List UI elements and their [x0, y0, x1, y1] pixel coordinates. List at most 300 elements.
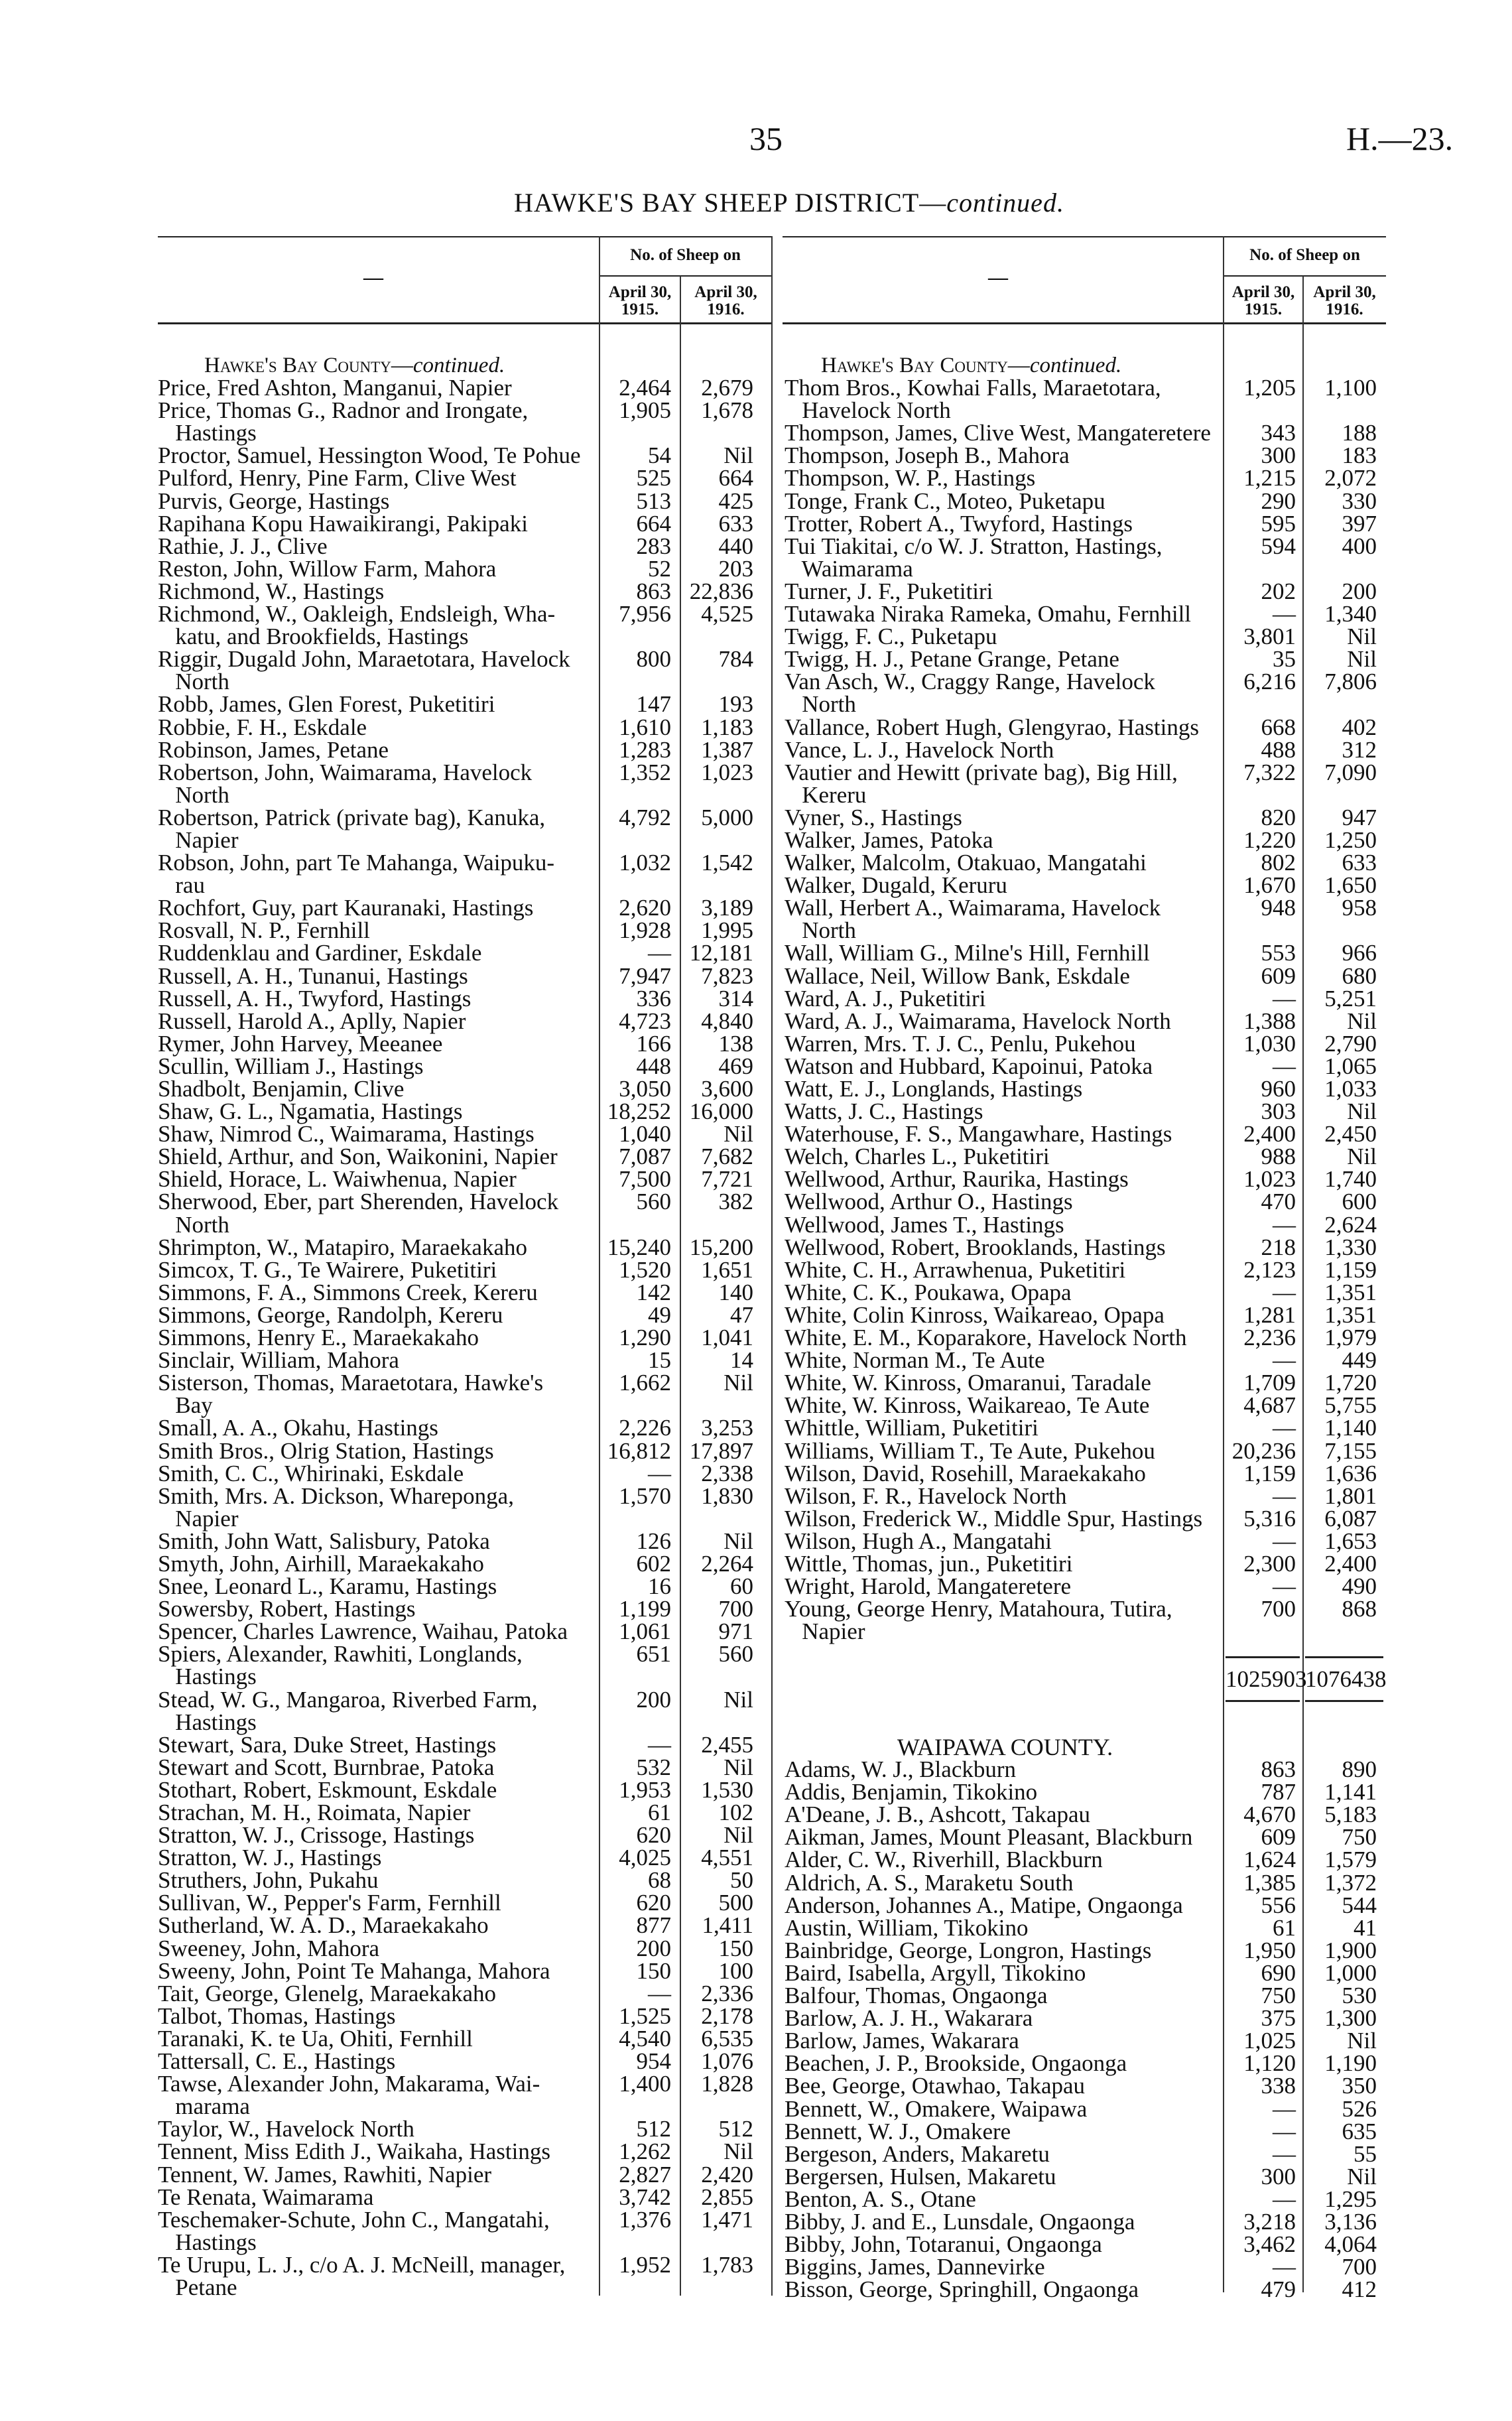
- sheep-1916: 1,159: [1324, 1256, 1377, 1283]
- sheep-1915: 651: [636, 1641, 671, 1668]
- sheep-1915: 1,032: [619, 850, 671, 876]
- sheep-1915: 602: [636, 1550, 671, 1577]
- sheep-1915: 16: [648, 1573, 671, 1600]
- table-row: [158, 1460, 763, 1486]
- table-row: [785, 444, 1386, 467]
- sheep-1916: Nil: [724, 1754, 753, 1780]
- sheep-1915: 700: [1261, 1596, 1296, 1622]
- sheep-1916: Nil: [724, 1686, 753, 1713]
- sheep-1916: 958: [1342, 895, 1377, 921]
- sheep-1916: 3,136: [1324, 2208, 1377, 2235]
- table-row: [785, 1301, 1386, 1328]
- sheep-1916: 2,624: [1324, 1211, 1377, 1238]
- sheep-1916: 1,471: [701, 2206, 753, 2233]
- total-rule-top-1: [1226, 1656, 1300, 1658]
- sheep-1916: 560: [718, 1641, 753, 1668]
- table-row: [158, 1168, 763, 1191]
- sheep-1916: 3,189: [701, 895, 753, 921]
- table-row: [158, 1372, 763, 1417]
- table-row: [785, 2233, 1386, 2256]
- sheep-1915: 609: [1261, 1824, 1296, 1851]
- sheep-1915: 7,087: [619, 1144, 671, 1170]
- sheep-1916: 1,140: [1324, 1415, 1377, 1441]
- sheep-1915: 1,030: [1243, 1030, 1296, 1057]
- sheep-1916: 5,000: [701, 804, 753, 830]
- sheep-1916: 3,253: [701, 1415, 753, 1441]
- owner-name-address: Williams, William T., Te Aute, Pukehou: [785, 1437, 1155, 1464]
- owner-name-address: Stewart and Scott, Burnbrae, Patoka: [158, 1754, 495, 1780]
- sheep-1915: 343: [1261, 420, 1296, 446]
- owner-name-address: Tawse, Alexander John, Makarama, Wai- marama: [158, 2071, 540, 2120]
- owner-name-address: Tattersall, C. E., Hastings: [158, 2048, 396, 2075]
- owner-name-address: Stratton, W. J., Crissoge, Hastings: [158, 1822, 475, 1849]
- owner-name-address: Sweeny, John, Point Te Mahanga, Mahora: [158, 1957, 550, 1984]
- sheep-1916: 971: [718, 1618, 753, 1645]
- page-title: [0, 187, 1512, 218]
- sheep-1916: 4,064: [1324, 2231, 1377, 2258]
- sheep-1916: 1,023: [701, 759, 753, 785]
- sheep-1915: 532: [636, 1754, 671, 1780]
- sheep-1916: 700: [1342, 2254, 1377, 2280]
- table-row: [158, 1801, 763, 1824]
- owner-name-address: Taylor, W., Havelock North: [158, 2116, 414, 2142]
- table-row: [158, 510, 763, 537]
- owner-name-address: Proctor, Samuel, Hessington Wood, Te Pohue: [158, 442, 581, 469]
- sheep-1915: 448: [636, 1053, 671, 1079]
- sheep-1916: 1,650: [1324, 872, 1377, 899]
- table-row: [158, 2073, 763, 2118]
- sheep-1916: 6,087: [1324, 1505, 1377, 1532]
- table-row: [785, 1894, 1386, 1917]
- total-rule-bottom-1: [1226, 1700, 1300, 1702]
- sheep-1916: 1,065: [1324, 1053, 1377, 1079]
- sheep-1915: 61: [648, 1799, 671, 1825]
- sheep-1915: 4,540: [619, 2025, 671, 2052]
- table-row: [158, 1417, 763, 1439]
- sheep-1915: 3,462: [1243, 2231, 1296, 2258]
- owner-name-address: Smith Bros., Olrig Station, Hastings: [158, 1437, 494, 1464]
- sheep-1915: 200: [636, 1935, 671, 1961]
- sheep-1916: 1,000: [1324, 1959, 1377, 1986]
- table-row: [158, 716, 763, 739]
- section-heading: [785, 354, 1386, 377]
- sheep-1916: 1,330: [1324, 1234, 1377, 1260]
- table-row: [785, 1191, 1386, 1213]
- owner-name-address: Benton, A. S., Otane: [785, 2186, 976, 2212]
- sheep-1915: 2,123: [1243, 1256, 1296, 1283]
- sheep-1915: 16,812: [607, 1437, 671, 1464]
- sheep-1916: Nil: [1347, 646, 1377, 673]
- owner-name-address: Shield, Arthur, and Son, Waikonini, Napier: [158, 1144, 558, 1170]
- table-row: [785, 962, 1386, 989]
- sheep-1915: 336: [636, 985, 671, 1012]
- owner-name-address: Shaw, Nimrod C., Waimarama, Hastings: [158, 1121, 535, 1147]
- table-row: [158, 1643, 763, 1688]
- table-row: [158, 1349, 763, 1372]
- sheep-1916: 1,542: [701, 850, 753, 876]
- left-header-sub-rule: [599, 275, 771, 277]
- sheep-1915: 3,050: [619, 1076, 671, 1102]
- owner-name-address: Teschemaker-Schute, John C., Mangatahi, Hastings: [158, 2206, 550, 2255]
- owner-name-address: Welch, Charles L., Puketitiri: [785, 1144, 1050, 1170]
- sheep-1916: Nil: [1347, 1008, 1377, 1034]
- table-row: [158, 1776, 763, 1803]
- sheep-1915: 1,025: [1243, 2028, 1296, 2054]
- sheep-1915: 61: [1273, 1914, 1296, 1941]
- table-row: [785, 1505, 1386, 1532]
- total-1916: 1076438: [1305, 1666, 1387, 1692]
- sheep-1915: 1,520: [619, 1256, 671, 1283]
- sheep-1916: 188: [1342, 420, 1377, 446]
- table-row: [158, 761, 763, 807]
- owner-name-address: Richmond, W., Hastings: [158, 578, 385, 604]
- owner-name-address: Wall, William G., Milne's Hill, Fernhill: [785, 940, 1150, 966]
- sheep-1915: 4,025: [619, 1845, 671, 1871]
- sheep-1915: —: [1273, 1279, 1296, 1305]
- sheep-1915: 512: [636, 2116, 671, 2142]
- sheep-1916: 4,551: [701, 1845, 753, 1871]
- sheep-1916: 449: [1342, 1347, 1377, 1374]
- owner-name-address: Sutherland, W. A. D., Maraekakaho: [158, 1912, 489, 1939]
- table-row: [785, 2256, 1386, 2278]
- sheep-1915: 750: [1261, 1983, 1296, 2009]
- owner-name-address: Wilson, Hugh A., Mangatahi: [785, 1528, 1052, 1554]
- owner-name-address: Biggins, James, Dannevirke: [785, 2254, 1045, 2280]
- sheep-1915: 1,199: [619, 1596, 671, 1622]
- owner-name-address: Tonge, Frank C., Moteo, Puketapu: [785, 488, 1105, 514]
- owner-name-address: Watt, E. J., Longlands, Hastings: [785, 1076, 1083, 1102]
- sheep-1915: 68: [648, 1867, 671, 1894]
- left-table-body: [158, 354, 763, 2299]
- owner-name-address: Sullivan, W., Pepper's Farm, Fernhill: [158, 1890, 501, 1916]
- table-row: [785, 580, 1386, 603]
- sheep-1916: 7,682: [701, 1144, 753, 1170]
- table-row: [158, 1078, 763, 1100]
- table-row: [785, 985, 1386, 1012]
- owner-name-address: Bennett, W. J., Omakere: [785, 2118, 1011, 2144]
- owner-name-address: Rymer, John Harvey, Meeanee: [158, 1030, 443, 1057]
- sheep-1915: 1,215: [1243, 465, 1296, 491]
- sheep-1916: Nil: [1347, 1144, 1377, 1170]
- sheep-1915: —: [1273, 2095, 1296, 2122]
- table-row: [785, 1826, 1386, 1849]
- table-row: [785, 1939, 1386, 1962]
- owner-name-address: Tui Tiakitai, c/o W. J. Stratton, Hastings, Waimarama: [785, 533, 1163, 582]
- table-row: [785, 716, 1386, 739]
- sheep-1916: Nil: [1347, 623, 1377, 650]
- owner-name-address: Bee, George, Otawhao, Takapau: [785, 2073, 1086, 2099]
- table-row: [785, 1482, 1386, 1509]
- table-row: [785, 874, 1386, 897]
- sheep-1915: 1,400: [619, 2071, 671, 2097]
- owner-name-address: Riggir, Dugald John, Maraetotara, Havelock North: [158, 646, 570, 695]
- sheep-1916: 1,900: [1324, 1937, 1377, 1963]
- table-row: [158, 603, 763, 648]
- sheep-1916: 12,181: [689, 940, 753, 966]
- owner-name-address: Wellwood, Arthur, Raurika, Hastings: [785, 1166, 1129, 1193]
- sheep-1916: Nil: [724, 2138, 753, 2165]
- sheep-1916: 2,679: [701, 375, 753, 401]
- sheep-1915: 2,300: [1243, 1550, 1296, 1577]
- sheep-1915: —: [1273, 2140, 1296, 2167]
- table-row: [785, 1211, 1386, 1238]
- sheep-1915: 2,464: [619, 375, 671, 401]
- owner-name-address: Trotter, Robert A., Twyford, Hastings: [785, 510, 1133, 537]
- owner-name-address: Bennett, W., Omakere, Waipawa: [785, 2095, 1088, 2122]
- table-row: [785, 535, 1386, 580]
- sheep-1916: 312: [1342, 736, 1377, 763]
- sheep-1915: 2,400: [1243, 1121, 1296, 1147]
- table-row: [785, 1849, 1386, 1871]
- table-row: [158, 399, 763, 444]
- sheep-1915: 2,226: [619, 1415, 671, 1441]
- table-row: [785, 1010, 1386, 1033]
- table-row: [785, 1394, 1386, 1417]
- sheep-1915: 1,670: [1243, 872, 1296, 899]
- sheep-1916: 6,535: [701, 2025, 753, 2052]
- owner-name-address: Richmond, W., Oakleigh, Endsleigh, Wha- katu, and Brookfields, Hastings: [158, 601, 556, 650]
- table-row: [158, 1914, 763, 1937]
- sheep-1916: 17,897: [689, 1437, 753, 1464]
- table-row: [785, 1437, 1386, 1464]
- table-row: [158, 467, 763, 490]
- table-row: [158, 1550, 763, 1577]
- sheep-1916: 500: [718, 1890, 753, 1916]
- sheep-1915: 877: [636, 1912, 671, 1939]
- sheep-1915: —: [1273, 601, 1296, 627]
- owner-name-address: Whittle, William, Puketitiri: [785, 1415, 1039, 1441]
- sheep-1915: 1,952: [619, 2251, 671, 2278]
- owner-name-address: Tait, George, Glenelg, Maraekakaho: [158, 1980, 497, 2006]
- right-name-col-header: —: [988, 267, 1008, 289]
- table-row: [158, 962, 763, 989]
- sheep-1916: 4,840: [701, 1008, 753, 1034]
- section-heading-continued: continued.: [1029, 354, 1122, 377]
- sheep-1915: 1,385: [1243, 1869, 1296, 1896]
- table-row: [158, 1869, 763, 1892]
- table-row: [158, 2161, 763, 2188]
- sheep-1915: 1,290: [619, 1325, 671, 1351]
- table-row: [158, 1980, 763, 2006]
- sheep-1916: 1,183: [701, 714, 753, 740]
- sheep-1915: 1,281: [1243, 1301, 1296, 1328]
- sheep-1915: 18,252: [607, 1098, 671, 1125]
- sheep-1916: 7,155: [1324, 1437, 1377, 1464]
- table-row: [158, 1301, 763, 1328]
- sheep-1916: 2,072: [1324, 465, 1377, 491]
- sheep-1915: 7,500: [619, 1166, 671, 1193]
- sheep-1915: —: [1273, 1482, 1296, 1509]
- sheep-1915: 1,388: [1243, 1008, 1296, 1034]
- owner-name-address: Thompson, Joseph B., Mahora: [785, 442, 1070, 469]
- table-row: [158, 1847, 763, 1869]
- sheep-1915: 147: [636, 691, 671, 718]
- sheep-1915: 5,316: [1243, 1505, 1296, 1532]
- owner-name-address: Simmons, F. A., Simmons Creek, Kereru: [158, 1279, 538, 1305]
- table-row: [785, 1145, 1386, 1168]
- owner-name-address: Beachen, J. P., Brookside, Ongaonga: [785, 2050, 1127, 2077]
- table-row: [158, 736, 763, 763]
- sheep-1915: —: [1273, 1415, 1296, 1441]
- sheep-1915: —: [1273, 1053, 1296, 1079]
- table-row: [785, 1460, 1386, 1486]
- owner-name-address: Shaw, G. L., Ngamatia, Hastings: [158, 1098, 463, 1125]
- owner-name-address: Wallace, Neil, Willow Bank, Eskdale: [785, 962, 1130, 989]
- sheep-1916: 1,387: [701, 736, 753, 763]
- sheep-1915: 202: [1261, 578, 1296, 604]
- sheep-1916: 5,183: [1324, 1801, 1377, 1828]
- sheep-1916: 203: [718, 555, 753, 582]
- table-row: [785, 1758, 1386, 1781]
- sheep-1915: 960: [1261, 1076, 1296, 1102]
- table-row: [785, 2278, 1386, 2301]
- owner-name-address: Anderson, Johannes A., Matipe, Ongaonga: [785, 1892, 1183, 1918]
- sheep-1916: 526: [1342, 2095, 1377, 2122]
- left-name-col-header: —: [363, 267, 383, 289]
- sheep-1916: 1,411: [702, 1912, 753, 1939]
- sheep-1916: Nil: [724, 1528, 753, 1554]
- sheep-1916: 966: [1342, 940, 1377, 966]
- owner-name-address: Bibby, J. and E., Lunsdale, Ongaonga: [785, 2208, 1135, 2235]
- owner-name-address: Thompson, W. P., Hastings: [785, 465, 1036, 491]
- table-row: [158, 1892, 763, 1914]
- owner-name-address: Wellwood, James T., Hastings: [785, 1211, 1064, 1238]
- table-row: [158, 1100, 763, 1123]
- owner-name-address: Ward, A. J., Waimarama, Havelock North: [785, 1008, 1171, 1034]
- sheep-1916: 544: [1342, 1892, 1377, 1918]
- owner-name-address: Vautier and Hewitt (private bag), Big Hill, Kereru: [785, 759, 1178, 808]
- sheep-1916: 1,653: [1324, 1528, 1377, 1554]
- owner-name-address: Russell, Harold A., Aplly, Napier: [158, 1008, 466, 1034]
- sheep-1915: 553: [1261, 940, 1296, 966]
- section-heading-continued: continued.: [412, 354, 505, 377]
- sheep-1915: 2,620: [619, 895, 671, 921]
- sheep-1915: 1,905: [619, 397, 671, 424]
- document-reference: H.—23.: [1346, 120, 1454, 157]
- owner-name-address: Bergersen, Hulsen, Makaretu: [785, 2163, 1056, 2190]
- right-header-top-rule: [783, 236, 1386, 237]
- owner-name-address: Wilson, F. R., Havelock North: [785, 1482, 1067, 1509]
- owner-name-address: Spencer, Charles Lawrence, Waihau, Patoka: [158, 1618, 568, 1645]
- sheep-1916: 400: [1342, 533, 1377, 559]
- owner-name-address: White, Norman M., Te Aute: [785, 1347, 1045, 1374]
- sheep-1915: —: [1273, 1211, 1296, 1238]
- table-row: [158, 490, 763, 513]
- sheep-1916: 512: [718, 2116, 753, 2142]
- sheep-1915: 1,950: [1243, 1937, 1296, 1963]
- sheep-1916: 1,295: [1324, 2186, 1377, 2212]
- table-row: [785, 761, 1386, 807]
- table-row: [785, 897, 1386, 942]
- table-row: [785, 942, 1386, 964]
- right-col-1916-header: April 30, 1916.: [1313, 283, 1376, 318]
- right-rows: [785, 377, 1386, 1643]
- table-row: [785, 1803, 1386, 1826]
- sheep-1916: 1,678: [701, 397, 753, 424]
- sheep-1916: 947: [1342, 804, 1377, 830]
- sheep-1916: 633: [1342, 850, 1377, 876]
- table-row: [158, 852, 763, 897]
- sheep-1915: 594: [1261, 533, 1296, 559]
- owner-name-address: Small, A. A., Okahu, Hastings: [158, 1415, 438, 1441]
- sheep-1916: 2,336: [701, 1980, 753, 2006]
- sheep-1916: 635: [1342, 2118, 1377, 2144]
- owner-name-address: Warren, Mrs. T. J. C., Penlu, Pukehou: [785, 1030, 1136, 1057]
- sheep-1915: 4,792: [619, 804, 671, 830]
- table-row: [158, 897, 763, 919]
- sheep-1915: —: [1273, 2186, 1296, 2212]
- sheep-1916: 425: [718, 488, 753, 514]
- owner-name-address: Te Urupu, L. J., c/o A. J. McNeill, manager, Petane: [158, 2251, 566, 2300]
- sheep-1915: 303: [1261, 1098, 1296, 1125]
- sheep-1915: —: [1273, 2118, 1296, 2144]
- owner-name-address: Wall, Herbert A., Waimarama, Havelock North: [785, 895, 1161, 944]
- table-row: [158, 580, 763, 603]
- sheep-1916: 397: [1342, 510, 1377, 537]
- table-row: [785, 1575, 1386, 1598]
- owner-name-address: Robertson, Patrick (private bag), Kanuka, Napier: [158, 804, 546, 853]
- waipawa-section: [785, 1736, 1386, 2301]
- owner-name-address: Sisterson, Thomas, Maraetotara, Hawke's Bay: [158, 1370, 544, 1419]
- owner-name-address: Twigg, F. C., Puketapu: [785, 623, 997, 650]
- sheep-1915: 1,352: [619, 759, 671, 785]
- sheep-1915: 1,159: [1243, 1460, 1296, 1486]
- sheep-1916: 2,790: [1324, 1030, 1377, 1057]
- sheep-1916: 412: [1342, 2276, 1377, 2303]
- owner-name-address: Rapihana Kopu Hawaikirangi, Pakipaki: [158, 510, 528, 537]
- table-row: [785, 1959, 1386, 1986]
- sheep-1916: 138: [718, 1030, 753, 1057]
- sheep-1915: 7,956: [619, 601, 671, 627]
- table-row: [785, 1123, 1386, 1145]
- owner-name-address: Snee, Leonard L., Karamu, Hastings: [158, 1573, 497, 1600]
- owner-name-address: Baird, Isabella, Argyll, Tikokino: [785, 1959, 1086, 1986]
- table-row: [785, 1168, 1386, 1191]
- table-row: [158, 1756, 763, 1779]
- sheep-1915: 54: [648, 442, 671, 469]
- sheep-1915: 1,709: [1243, 1370, 1296, 1396]
- sheep-1915: 3,742: [619, 2184, 671, 2210]
- table-row: [158, 1123, 763, 1145]
- sheep-1916: 1,033: [1324, 1076, 1377, 1102]
- sheep-1916: Nil: [1347, 1098, 1377, 1125]
- table-row: [158, 535, 763, 558]
- sheep-1916: 402: [1342, 714, 1377, 740]
- sheep-1915: 802: [1261, 850, 1296, 876]
- table-row: [158, 2118, 763, 2140]
- owner-name-address: Taranaki, K. te Ua, Ohiti, Fernhill: [158, 2025, 473, 2052]
- owner-name-address: Young, George Henry, Matahoura, Tutira, Napier: [785, 1596, 1172, 1645]
- sheep-1916: 55: [1354, 2140, 1377, 2167]
- sheep-1916: 47: [730, 1301, 753, 1328]
- owner-name-address: White, C. K., Poukawa, Opapa: [785, 1279, 1072, 1305]
- sheep-1915: —: [1273, 985, 1296, 1012]
- table-row: [158, 1191, 763, 1236]
- owner-name-address: White, Colin Kinross, Waikareao, Opapa: [785, 1301, 1165, 1328]
- owner-name-address: Spiers, Alexander, Rawhiti, Longlands, Hastings: [158, 1641, 523, 1690]
- table-row: [785, 1055, 1386, 1078]
- sheep-1916: 1,372: [1324, 1869, 1377, 1896]
- table-row: [785, 671, 1386, 716]
- table-row: [785, 1550, 1386, 1577]
- owner-name-address: Bibby, John, Totaranui, Ongaonga: [785, 2231, 1102, 2258]
- table-row: [158, 377, 763, 399]
- sheep-1915: 166: [636, 1030, 671, 1057]
- table-row: [785, 804, 1386, 830]
- owner-name-address: Sinclair, William, Mahora: [158, 1347, 399, 1374]
- sheep-1916: 2,855: [701, 2184, 753, 2210]
- sheep-1916: 1,828: [701, 2071, 753, 2097]
